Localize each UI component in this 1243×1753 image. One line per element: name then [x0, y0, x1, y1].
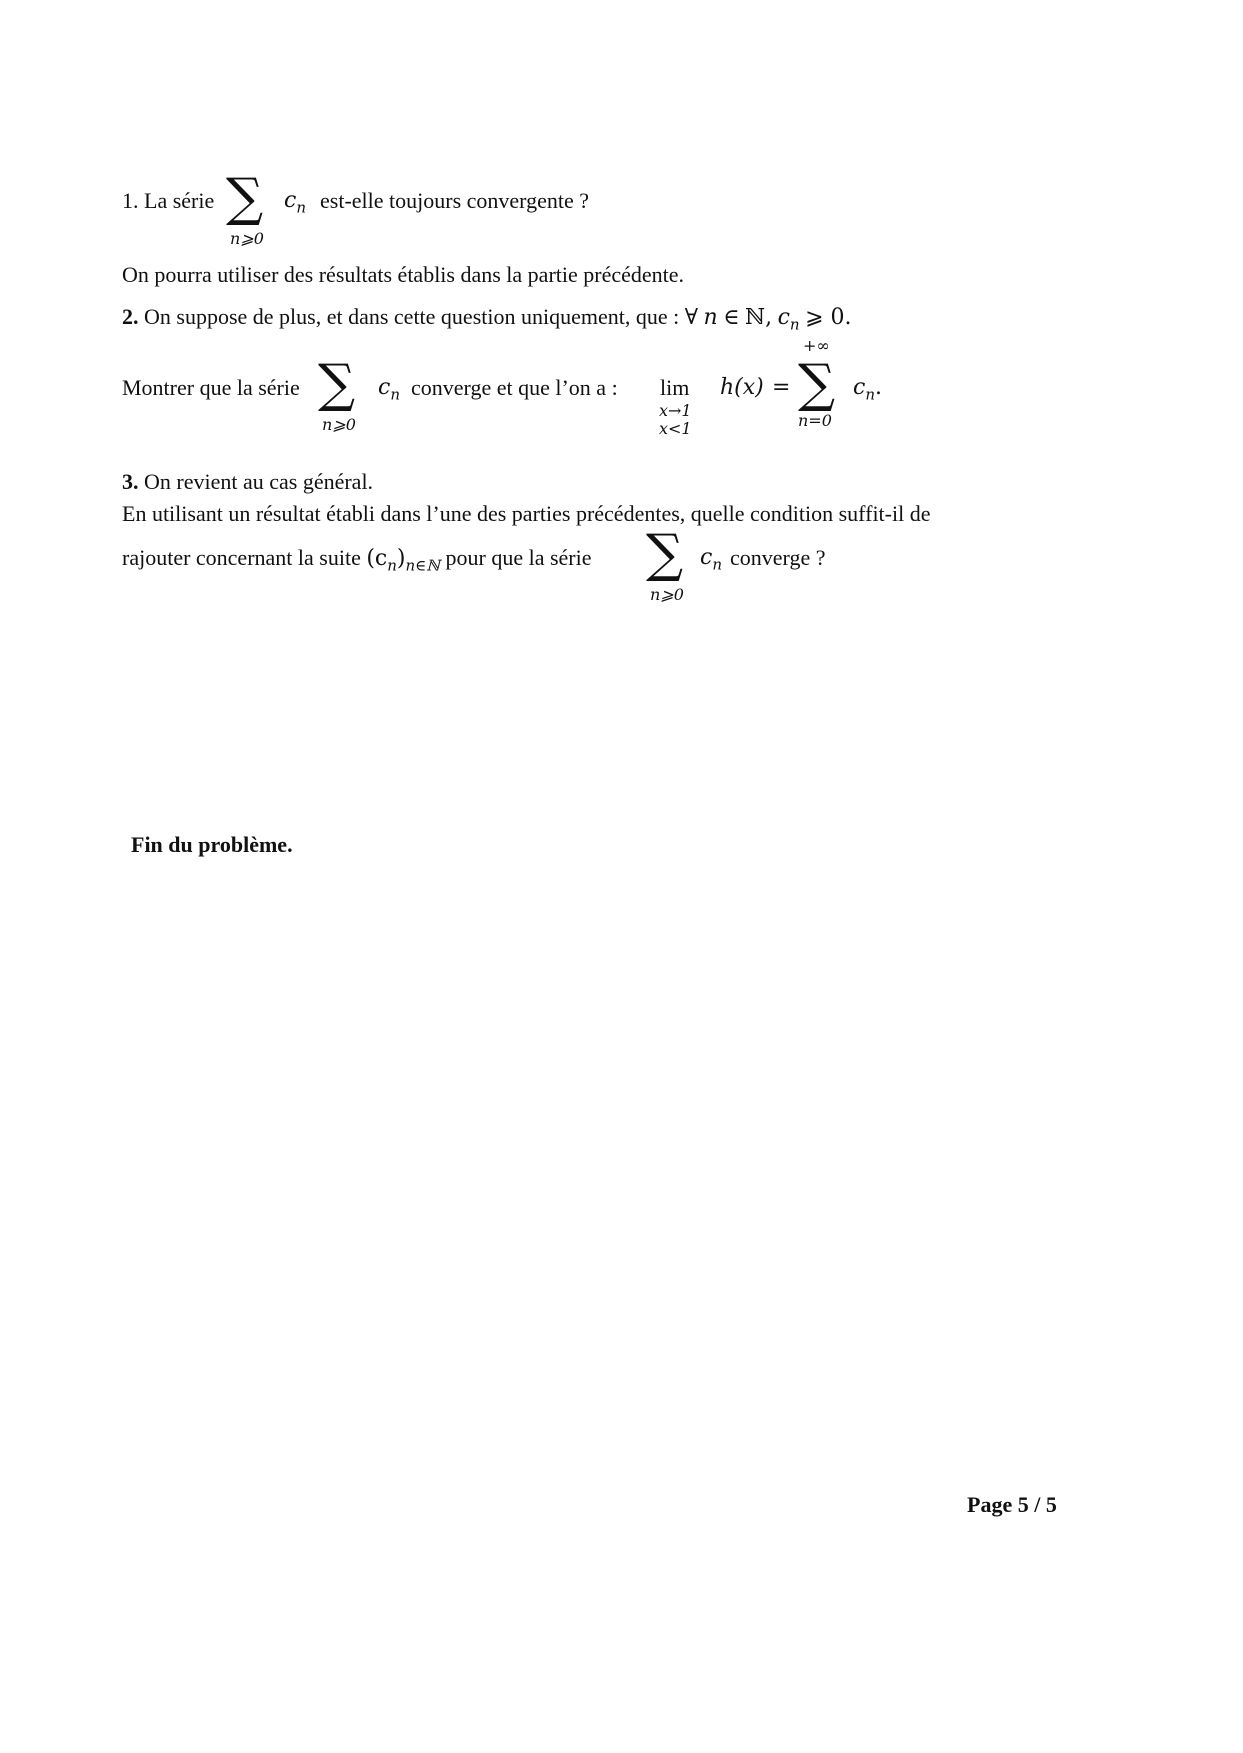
question-1 [122, 187, 214, 215]
question-1-text-after: est-elle toujours convergente ? [320, 188, 589, 213]
lim-label: lim [660, 375, 690, 400]
term-q3: $c_n$ [700, 545, 722, 574]
lim-sub-1: x→1 [659, 401, 692, 420]
converge-text: converge et que l’on a : [411, 375, 618, 400]
h-of-x: h(x) [720, 375, 764, 400]
sum-symbol-q2b: ∑ [798, 354, 836, 414]
page-number: Page 5 / 5 [967, 1492, 1057, 1517]
lim-sub-2: x<1 [659, 419, 692, 438]
term-q1: $c_n$ [284, 188, 306, 217]
note-text: On pourra utiliser des résultats établis dans la partie précédente. [122, 262, 685, 287]
question-3-line-3: rajouter concernant la suite $(c_n)_{n\in ℕ}$ pour que la série [122, 545, 592, 575]
question-2-text: On suppose de plus, et dans cette question uniquement, que : ∀ [144, 304, 699, 329]
sum-index-q2: n⩾0 [322, 415, 356, 434]
question-1-text-before: La série [144, 188, 215, 213]
sum-index-q3: n⩾0 [650, 585, 684, 604]
sum-index-q1: n⩾0 [230, 229, 264, 248]
term-q2: $c_n$ [378, 375, 400, 404]
question-3-number: 3. [122, 469, 139, 494]
question-3-line-1 [122, 468, 373, 496]
sum-symbol-q3: ∑ [646, 524, 684, 584]
sum-top-infinity: +∞ [803, 336, 830, 355]
question-1-number: 1. [122, 188, 139, 213]
question-2-line-1: 2. On suppose de plus, et dans cette question uniquement, que : ∀ n ∈ ℕ, $c_n$ ⩾ 0. [122, 304, 852, 334]
sequence-notation: $(c_n)_{n\in ℕ}$ [366, 546, 440, 575]
question-3-line-2: En utilisant un résultat établi dans l’une des parties précédentes, quelle condition suffit-il de [122, 501, 931, 526]
sum-symbol-q1: ∑ [226, 168, 264, 228]
question-3-text: On revient au cas général. [144, 469, 374, 494]
sum-symbol-q2: ∑ [318, 354, 356, 414]
sum-bottom-n0: n=0 [798, 411, 832, 430]
question-3-text-after: converge ? [730, 545, 826, 570]
question-2-number: 2. [122, 304, 139, 329]
end-of-problem: Fin du problème. [131, 832, 293, 857]
term-q2b: $c_n$. [853, 375, 882, 404]
equals-sign: = [772, 375, 791, 400]
montrer-text: Montrer que la série [122, 375, 300, 400]
